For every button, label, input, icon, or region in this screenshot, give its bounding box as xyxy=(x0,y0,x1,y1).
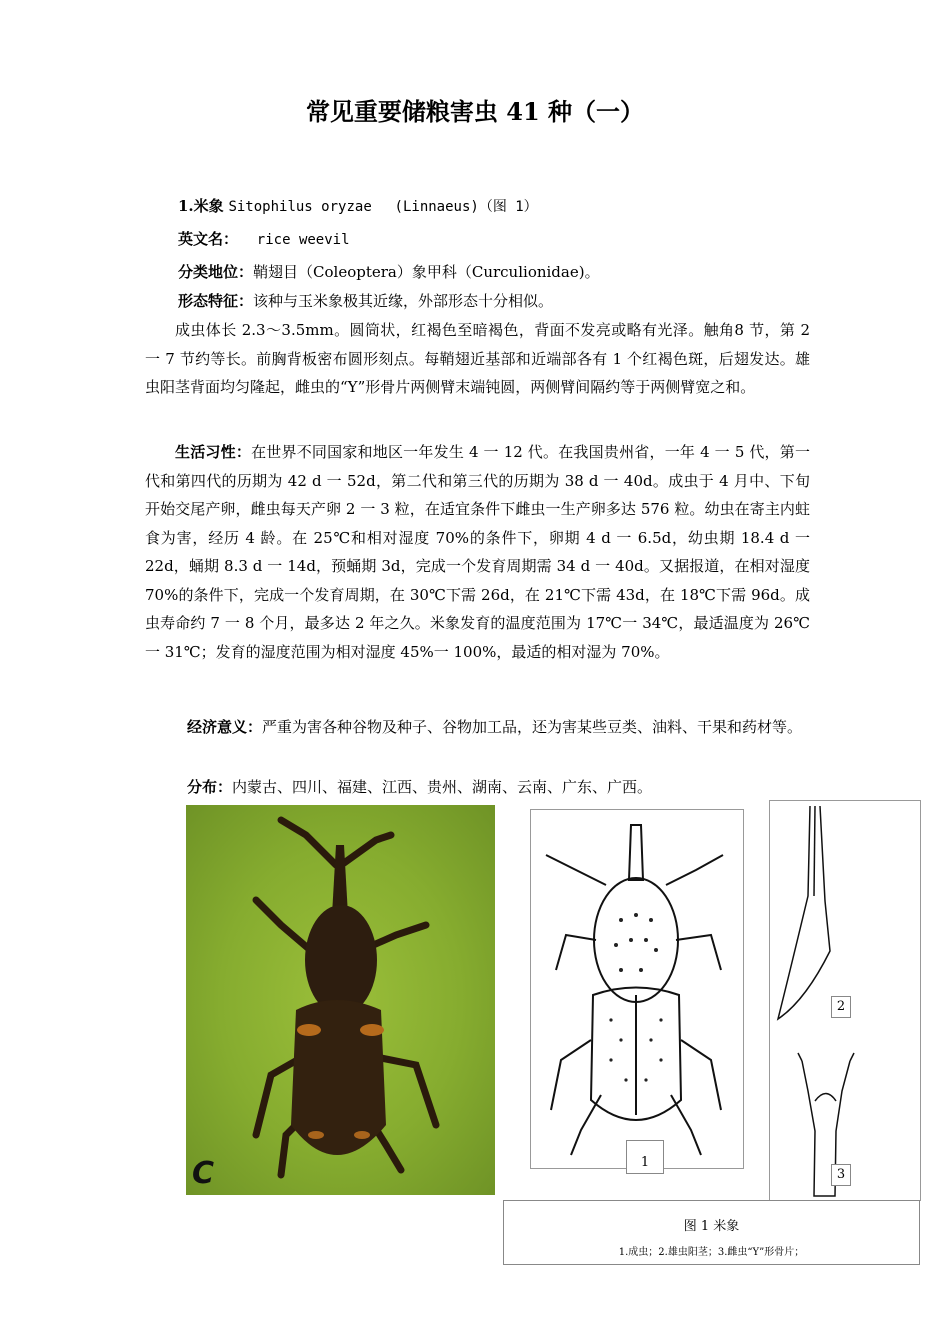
weevil-spot-rear-right xyxy=(354,1131,370,1139)
figure-label-2: 2 xyxy=(831,996,851,1018)
economic-paragraph xyxy=(145,713,810,742)
adult-drawing xyxy=(531,810,743,1168)
figure-label-3: 3 xyxy=(831,1164,851,1186)
page-title: 常见重要储粮害虫 41 种（一） xyxy=(305,97,645,126)
taxonomy-row xyxy=(178,261,600,282)
weevil-spot-rear-left xyxy=(308,1131,324,1139)
habit-label: 生活习性： xyxy=(175,443,252,461)
figure-caption xyxy=(503,1200,920,1265)
caption-subtitle: 1.成虫；2.雄虫阳茎；3.雌虫“Y”形骨片； xyxy=(618,1247,805,1258)
english-name-row xyxy=(178,228,350,249)
taxonomy-value: 鞘翅目（Coleoptera）象甲科（Curculionidae)。 xyxy=(253,263,600,281)
species-number: 1.米象 xyxy=(178,197,224,215)
species-authority: (Linnaeus)（图 1） xyxy=(394,199,538,215)
distribution-value: 内蒙古、四川、福建、江西、贵州、湖南、云南、广东、广西。 xyxy=(232,778,653,796)
habit-value: 在世界不同国家和地区一年发生 4 一 12 代。在我国贵州省，一年 4 一 5 代，第一代和第四代的历期为 42 d 一 52d，第二代和第三代的历期为 38 d 一 40d。成虫于 4 月中、下旬开始交尾产卵，雌虫每天产卵 2 一 3 粒，在适宜条件下雌虫一生产卵多达 576 粒。幼虫在寄主内蛀食为害，经历 4 龄。在 25℃和相对湿度 70%的条件下，卵期 4 d 一 6.5d，幼虫期 18.4 d 一 22d，蛹期 8.3 d 一 14d，预蛹期 3d，完成一个发育周期需 34 d 一 40d。又据报道，在相对湿度 70%的条件下，完成一个发育周期，在 30℃下需 26d，在 21℃下需 43d，在 18℃下需 96d。成虫寿命约 7 一 8 个月，最多达 2 年之久。米象发育的温度范围为 17℃一 34℃，最适温度为 26℃一 31℃；发育的湿度范围为相对湿度 45%一 100%，最适的相对湿为 70%。 xyxy=(145,443,810,661)
taxonomy-label: 分类地位： xyxy=(178,263,254,281)
english-name-value: rice weevil xyxy=(256,232,350,248)
weevil-elytra xyxy=(291,1000,386,1155)
genitalia-drawing-box xyxy=(769,800,921,1201)
distribution-row xyxy=(187,776,652,797)
figure-label-1: 1 xyxy=(626,1140,664,1174)
economic-label: 经济意义： xyxy=(187,718,263,736)
adult-drawing-box xyxy=(530,809,744,1169)
species-latin: Sitophilus oryzae xyxy=(228,199,372,215)
distribution-label: 分布： xyxy=(187,778,233,796)
english-name-label: 英文名： xyxy=(178,230,239,248)
weevil-snout xyxy=(332,845,348,915)
morphology-label: 形态特征： xyxy=(178,292,254,310)
habit-paragraph xyxy=(145,438,810,666)
weevil-spot-left xyxy=(297,1024,321,1036)
economic-value: 严重为害各种谷物及种子、谷物加工品，还为害某些豆类、油料、干果和药材等。 xyxy=(262,718,803,736)
weevil-thorax xyxy=(305,905,377,1015)
morphology-row xyxy=(178,290,553,311)
weevil-photo-drawing xyxy=(186,805,495,1195)
photo-letter: C xyxy=(192,1156,215,1191)
weevil-spot-right xyxy=(360,1024,384,1036)
aedeagus-outline xyxy=(778,806,830,1019)
weevil-photo xyxy=(186,805,495,1195)
morphology-value: 该种与玉米象极其近缘，外部形态十分相似。 xyxy=(253,292,554,310)
species-heading xyxy=(178,195,538,216)
caption-title: 图 1 米象 xyxy=(683,1219,740,1234)
morphology-detail: 成虫体长 2.3～3.5mm。圆筒状，红褐色至暗褐色，背面不发亮或略有光泽。触角8 节，第 2 一 7 节约等长。前胸背板密布圆形刻点。每鞘翅近基部和近端部各有 1 个红褐色斑，后翅发达。雄虫阳茎背面均匀隆起，雌虫的“Y”形骨片两侧臂末端钝圆，两侧臂间隔约等于两侧臂宽之和。 xyxy=(145,321,810,396)
